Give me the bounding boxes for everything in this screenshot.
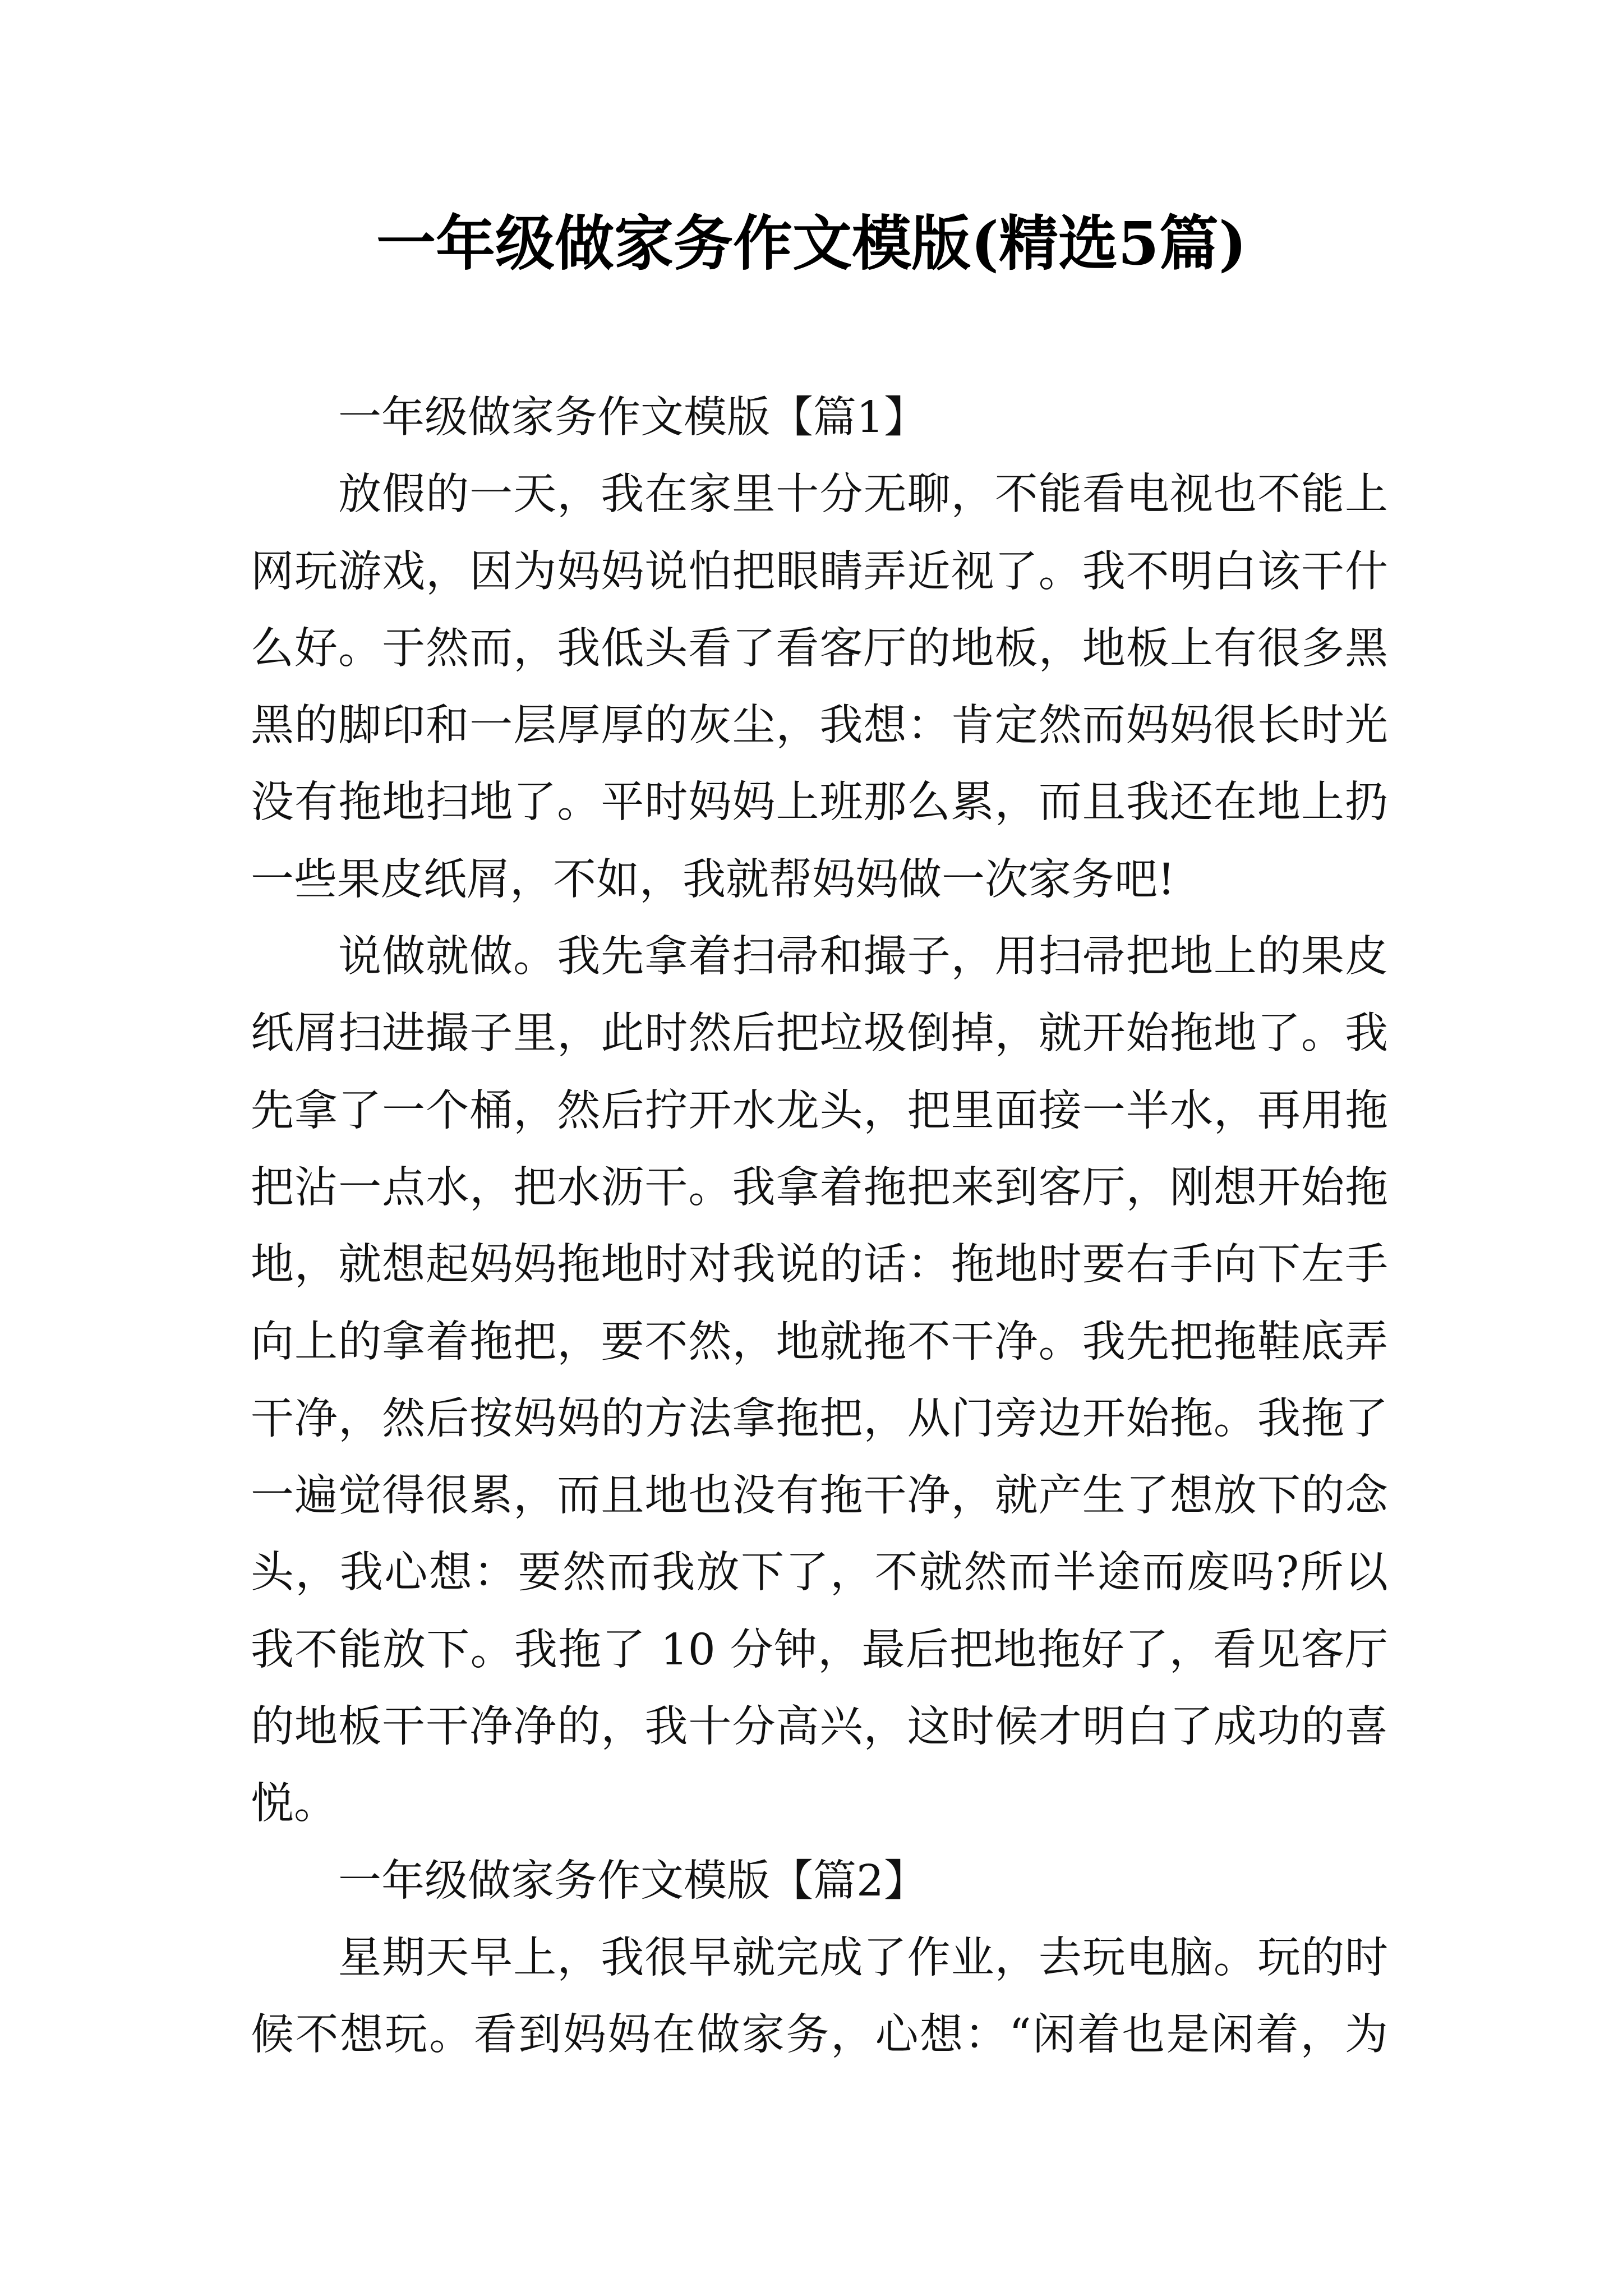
- text-line: 一遍觉得很累，而且地也没有拖干净，就产生了想放下的念: [251, 1471, 1388, 1521]
- text-line: 候不想玩。看到妈妈在做家务，心想：“闲着也是闲着，为: [251, 2010, 1388, 2060]
- text-line: 么好。于然而，我低头看了看客厅的地板，地板上有很多黑: [251, 623, 1388, 674]
- text-line: 地，就想起妈妈拖地时对我说的话：拖地时要右手向下左手: [251, 1240, 1388, 1290]
- section-heading: 一年级做家务作文模版【篇1】: [338, 393, 927, 443]
- text-line: 我不能放下。我拖了 10 分钟，最后把地拖好了，看见客厅: [251, 1625, 1388, 1675]
- text-line: 先拿了一个桶，然后拧开水龙头，把里面接一半水，再用拖: [251, 1085, 1388, 1136]
- text-line: 头，我心想：要然而我放下了，不就然而半途而废吗?所以: [251, 1548, 1388, 1598]
- text-line: 说做就做。我先拿着扫帚和撮子，用扫帚把地上的果皮: [338, 932, 1388, 982]
- document-body: [251, 379, 1388, 2074]
- text-line: 的地板干干净净的，我十分高兴，这时候才明白了成功的喜: [251, 1702, 1388, 1752]
- text-line: 悦。: [251, 1779, 337, 1829]
- paragraph: [251, 918, 1388, 1843]
- text-line: 向上的拿着拖把，要不然，地就拖不干净。我先把拖鞋底弄: [251, 1317, 1388, 1367]
- text-line: 没有拖地扫地了。平时妈妈上班那么累，而且我还在地上扔: [251, 777, 1388, 828]
- text-line: 一些果皮纸屑，不如，我就帮妈妈做一次家务吧!: [251, 854, 1175, 905]
- text-line: 放假的一天，我在家里十分无聊，不能看电视也不能上: [338, 470, 1388, 520]
- paragraph: [251, 456, 1388, 918]
- paragraph: [251, 1920, 1388, 2074]
- text-line: 黑的脚印和一层厚厚的灰尘，我想：肯定然而妈妈很长时光: [251, 701, 1388, 751]
- text-line: 把沾一点水，把水沥干。我拿着拖把来到客厅，刚想开始拖: [251, 1162, 1388, 1213]
- text-line: 星期天早上，我很早就完成了作业，去玩电脑。玩的时: [338, 1932, 1388, 1983]
- document-title: 一年级做家务作文模版(精选5篇): [376, 208, 1247, 278]
- text-line: 网玩游戏，因为妈妈说怕把眼睛弄近视了。我不明白该干什: [251, 546, 1388, 597]
- text-line: 干净，然后按妈妈的方法拿拖把，从门旁边开始拖。我拖了: [251, 1393, 1388, 1444]
- section-heading: 一年级做家务作文模版【篇2】: [338, 1856, 927, 1906]
- text-line: 纸屑扫进撮子里，此时然后把垃圾倒掉，就开始拖地了。我: [251, 1009, 1388, 1059]
